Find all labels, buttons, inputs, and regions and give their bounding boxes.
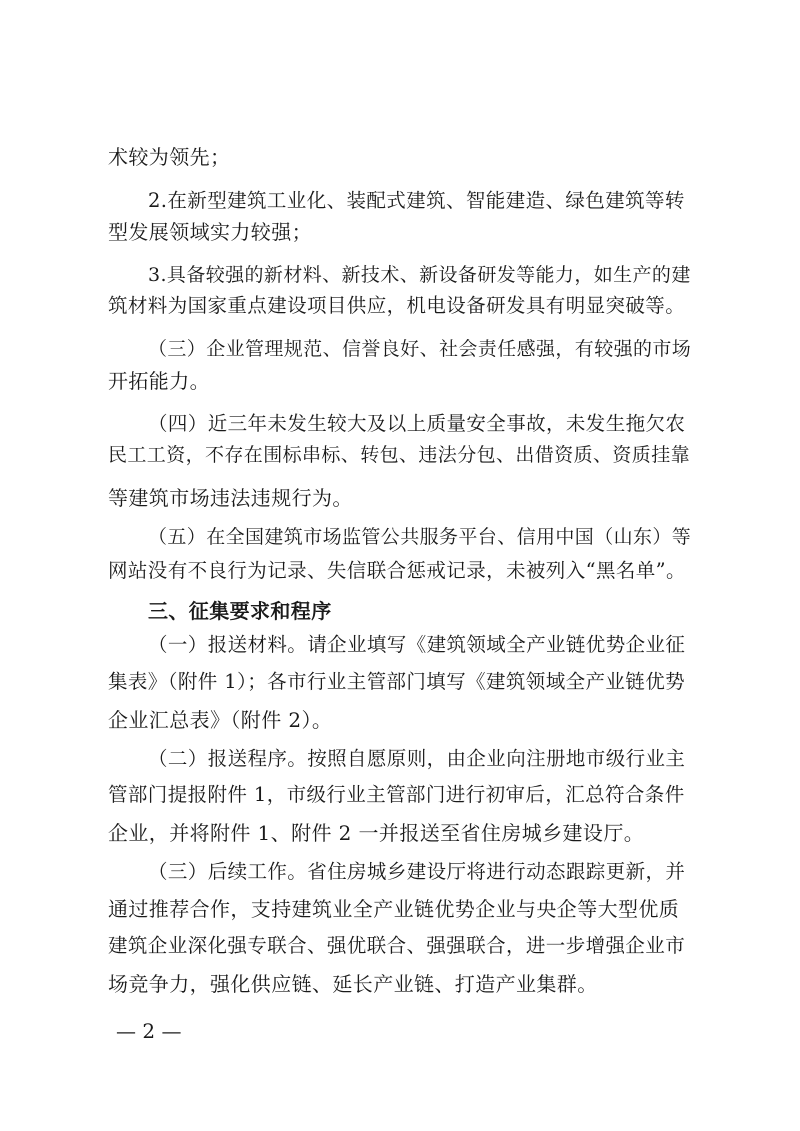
text-line: （一）报送材料。请企业填写《建筑领域全产业链优势企业征 <box>148 633 686 656</box>
text-line: 开拓能力。 <box>108 369 210 393</box>
text-line: 等建筑市场违法违规行为。 <box>108 486 353 510</box>
page-number: — 2 — <box>116 1019 182 1043</box>
text-line: 民工工资，不存在围标串标、转包、违法分包、出借资质、资质挂靠 <box>108 444 691 466</box>
text-line: 建筑企业深化强专联合、强优联合、强强联合，进一步增强企业市 <box>108 934 686 957</box>
section-heading: 三、征集要求和程序 <box>148 599 332 623</box>
text-line: 企业，并将附件 1、附件 2 一并报送至省住房城乡建设厅。 <box>108 821 645 845</box>
text-line: 3.具备较强的新材料、新技术、新设备研发等能力，如生产的建 <box>148 264 691 286</box>
text-line: （三）企业管理规范、信誉良好、社会责任感强，有较强的市场 <box>148 338 692 360</box>
text-line: 型发展领域实力较强； <box>108 220 312 244</box>
text-line: 企业汇总表》（附件 2）。 <box>108 708 333 732</box>
text-line: 术较为领先； <box>108 145 231 169</box>
text-line: （三）后续工作。省住房城乡建设厅将进行动态跟踪更新，并 <box>148 860 686 883</box>
text-line: （五）在全国建筑市场监管公共服务平台、信用中国（山东）等 <box>148 526 692 548</box>
text-line: 网站没有不良行为记录、失信联合惩戒记录，未被列入“黑名单”。 <box>108 559 686 582</box>
text-line: 场竞争力，强化供应链、延长产业链、打造产业集群。 <box>108 972 598 996</box>
text-line: 集表》（附件 1）；各市行业主管部门填写《建筑领域全产业链优势 <box>108 670 686 693</box>
text-line: （四）近三年未发生较大及以上质量安全事故，未发生拖欠农 <box>148 412 686 435</box>
text-line: 筑材料为国家重点建设项目供应，机电设备研发具有明显突破等。 <box>108 294 686 317</box>
text-line: 管部门提报附件 1，市级行业主管部门进行初审后，汇总符合条件 <box>108 783 685 806</box>
text-line: 2.在新型建筑工业化、装配式建筑、智能建造、绿色建筑等转 <box>148 189 685 212</box>
text-line: 通过推荐合作，支持建筑业全产业链优势企业与央企等大型优质 <box>108 897 680 921</box>
text-line: （二）报送程序。按照自愿原则，由企业向注册地市级行业主 <box>148 747 686 770</box>
